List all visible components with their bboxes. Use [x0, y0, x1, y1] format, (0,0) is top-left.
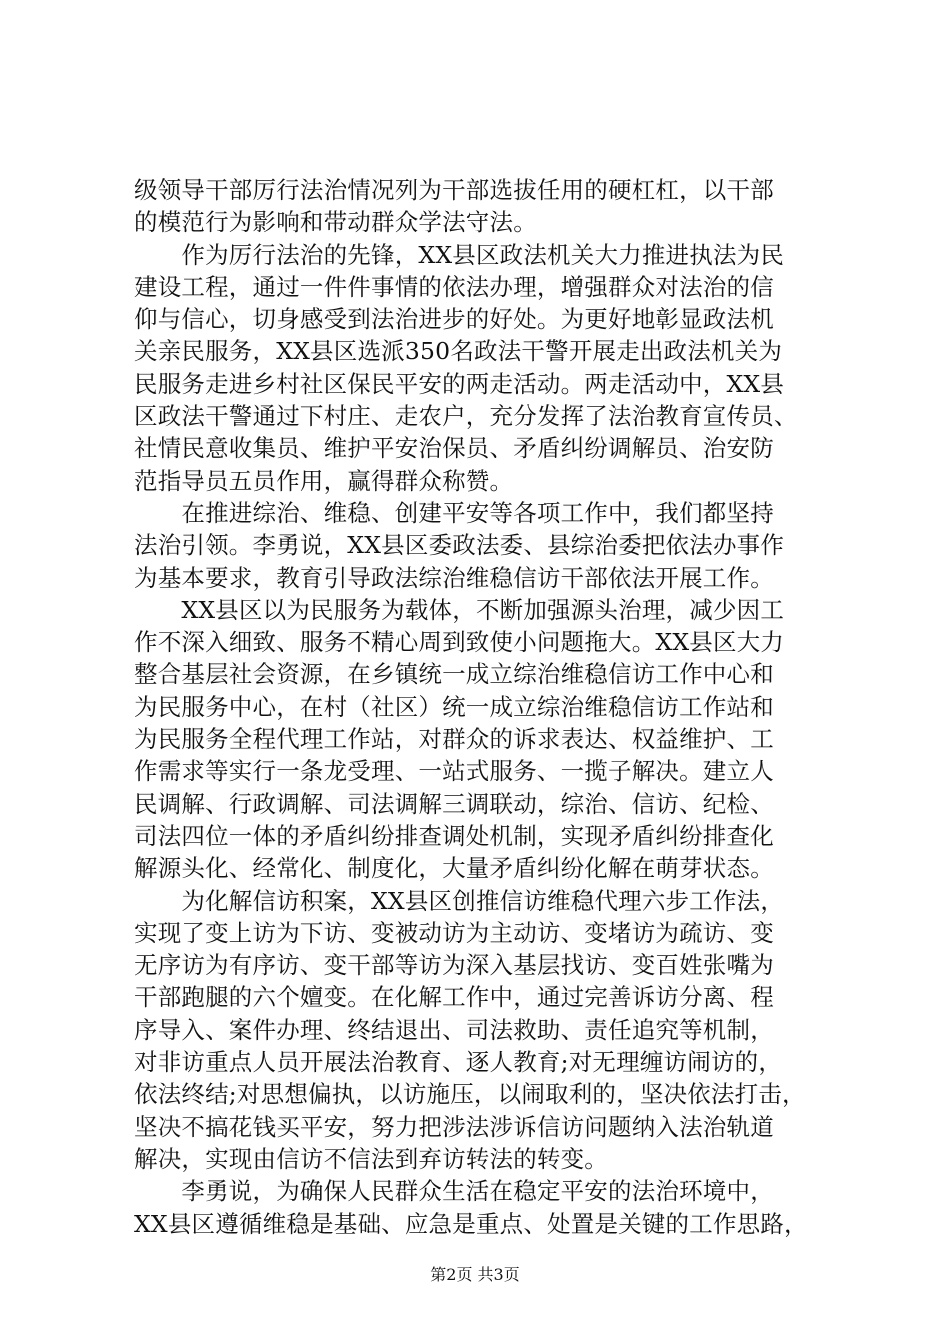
text-line: 司法四位一体的矛盾纠纷排查调处机制，实现矛盾纠纷排查化 [134, 821, 774, 850]
text-line: 解源头化、经常化、制度化，大量矛盾纠纷化解在萌芽状态。 [134, 854, 774, 883]
text-line: 社情民意收集员、维护平安治保员、矛盾纠纷调解员、治安防 [134, 434, 774, 463]
text-line: 关亲民服务，XX县区选派350名政法干警开展走出政法机关为 [134, 337, 783, 366]
text-line: 坚决不搞花钱买平安，努力把涉法涉诉信访问题纳入法治轨道 [134, 1112, 774, 1141]
text-line: 为化解信访积案，XX县区创推信访维稳代理六步工作法， [134, 886, 785, 915]
text-line: 区政法干警通过下村庄、走农户，充分发挥了法治教育宣传员、 [134, 402, 798, 431]
text-line: 李勇说，为确保人民群众生活在稳定平安的法治环境中， [134, 1177, 774, 1206]
text-line: XX县区遵循维稳是基础、应急是重点、处置是关键的工作思路， [134, 1209, 808, 1238]
text-line: 干部跑腿的六个嬗变。在化解工作中，通过完善诉访分离、程 [134, 983, 774, 1012]
text-line: 民服务走进乡村社区保民平安的两走活动。两走活动中，XX县 [134, 369, 785, 398]
text-line: 作不深入细致、服务不精心周到致使小问题拖大。XX县区大力 [134, 628, 785, 657]
text-line: 仰与信心，切身感受到法治进步的好处。为更好地彰显政法机 [134, 305, 774, 334]
text-line: 在推进综治、维稳、创建平安等各项工作中，我们都坚持 [134, 498, 774, 527]
text-line: 为民服务全程代理工作站，对群众的诉求表达、权益维护、工 [134, 725, 774, 754]
text-line: 依法终结;对思想偏执，以访施压，以闹取利的，坚决依法打击， [134, 1080, 806, 1109]
text-line: 对非访重点人员开展法治教育、逐人教育;对无理缠访闹访的， [134, 1048, 783, 1077]
text-line: 作为厉行法治的先锋，XX县区政法机关大力推进执法为民 [134, 240, 785, 269]
text-line: 无序访为有序访、变干部等访为深入基层找访、变百姓张嘴为 [134, 951, 774, 980]
text-line: 建设工程，通过一件件事情的依法办理，增强群众对法治的信 [134, 272, 774, 301]
text-line: 范指导员五员作用，赢得群众称赞。 [134, 466, 514, 495]
text-line: 法治引领。李勇说，XX县区委政法委、县综治委把依法办事作 [134, 531, 785, 560]
text-line: XX县区以为民服务为载体，不断加强源头治理，减少因工 [134, 595, 785, 624]
text-line: 民调解、行政调解、司法调解三调联动，综治、信访、纪检、 [134, 789, 774, 818]
page-number-footer: 第2页 共3页 [430, 1265, 520, 1284]
text-line: 作需求等实行一条龙受理、一站式服务、一揽子解决。建立人 [134, 757, 774, 786]
text-line: 实现了变上访为下访、变被动访为主动访、变堵访为疏访、变 [134, 918, 774, 947]
text-line: 序导入、案件办理、终结退出、司法救助、责任追究等机制， [134, 1015, 774, 1044]
text-line: 级领导干部厉行法治情况列为干部选拔任用的硬杠杠，以干部 [134, 176, 774, 204]
text-line: 为基本要求，教育引导政法综治维稳信访干部依法开展工作。 [134, 563, 774, 592]
text-line: 为民服务中心，在村（社区）统一成立综治维稳信访工作站和 [134, 692, 774, 721]
text-line: 解决，实现由信访不信法到弃访转法的转变。 [134, 1144, 608, 1173]
text-line: 整合基层社会资源，在乡镇统一成立综治维稳信访工作中心和 [134, 660, 774, 689]
text-line: 的模范行为影响和带动群众学法守法。 [134, 208, 537, 237]
document-body [134, 174, 834, 1240]
